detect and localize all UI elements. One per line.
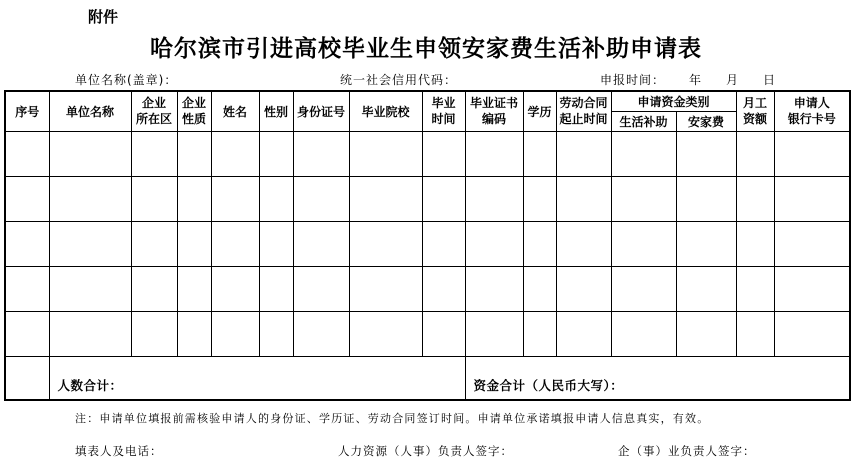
- empty-cell: [774, 266, 850, 311]
- empty-cell: [465, 131, 523, 176]
- empty-cell: [676, 176, 736, 221]
- report-time-group: [600, 71, 776, 88]
- col-header-bank-card: [774, 91, 850, 131]
- empty-cell: [556, 311, 611, 356]
- header-line: 毕业证书: [469, 96, 518, 111]
- empty-cell: [5, 356, 49, 400]
- empty-cell: [5, 311, 49, 356]
- empty-cell: [556, 266, 611, 311]
- empty-cell: [211, 266, 259, 311]
- col-header-unit-name: 单位名称: [49, 91, 131, 131]
- empty-cell: [349, 311, 422, 356]
- empty-cell: [774, 131, 850, 176]
- table-row: [5, 221, 850, 266]
- empty-cell: [611, 176, 676, 221]
- header-line: 性质: [181, 112, 206, 127]
- empty-cell: [211, 131, 259, 176]
- people-total-label: 人数合计：: [57, 378, 123, 393]
- empty-cell: [556, 221, 611, 266]
- empty-cell: [131, 131, 177, 176]
- col-header-cert-code: [465, 91, 523, 131]
- empty-cell: [422, 221, 465, 266]
- empty-cell: [259, 311, 293, 356]
- empty-cell: [736, 131, 774, 176]
- preparer-label: 填表人及电话：: [75, 444, 163, 458]
- header-line: 企业: [141, 96, 166, 111]
- page-title: 哈尔滨市引进高校毕业生申领安家费生活补助申请表: [150, 36, 702, 62]
- empty-cell: [349, 176, 422, 221]
- empty-cell: [774, 311, 850, 356]
- people-total-cell: [49, 356, 465, 400]
- col-header-living-subsidy: 生活补助: [611, 111, 676, 131]
- table-row: [5, 176, 850, 221]
- empty-cell: [293, 311, 349, 356]
- empty-cell: [676, 131, 736, 176]
- empty-cell: [523, 131, 556, 176]
- empty-cell: [774, 221, 850, 266]
- col-header-gender: 性别: [259, 91, 293, 131]
- header-line: 时间: [431, 112, 456, 127]
- empty-cell: [211, 221, 259, 266]
- col-header-fund-category: 申请资金类别: [611, 91, 736, 111]
- empty-cell: [676, 221, 736, 266]
- empty-cell: [349, 131, 422, 176]
- empty-cell: [177, 266, 211, 311]
- empty-cell: [177, 131, 211, 176]
- empty-cell: [774, 176, 850, 221]
- signature-line: [0, 443, 852, 459]
- table-row: [5, 266, 850, 311]
- empty-cell: [736, 176, 774, 221]
- hr-signature-label: 人力资源（人事）负责人签字：: [338, 444, 513, 458]
- col-header-index: 序号: [5, 91, 49, 131]
- empty-cell: [49, 176, 131, 221]
- empty-cell: [422, 311, 465, 356]
- empty-cell: [259, 131, 293, 176]
- col-header-district: [131, 91, 177, 131]
- year-label: 年: [689, 73, 703, 87]
- empty-cell: [49, 131, 131, 176]
- unit-name-label: 单位名称(盖章)：: [75, 73, 178, 87]
- application-table: [4, 90, 851, 401]
- header-line: 企业: [181, 96, 206, 111]
- empty-cell: [611, 221, 676, 266]
- col-header-name: 姓名: [211, 91, 259, 131]
- empty-cell: [293, 176, 349, 221]
- empty-cell: [349, 266, 422, 311]
- empty-cell: [177, 221, 211, 266]
- empty-cell: [556, 176, 611, 221]
- attachment-label: 附件: [88, 8, 119, 26]
- empty-cell: [131, 176, 177, 221]
- header-line: 编码: [481, 112, 506, 127]
- header-line: 起止时间: [559, 112, 608, 127]
- empty-cell: [49, 311, 131, 356]
- empty-cell: [611, 131, 676, 176]
- empty-cell: [736, 221, 774, 266]
- empty-cell: [49, 221, 131, 266]
- owner-signature-label: 企（事）业负责人签字：: [618, 444, 756, 458]
- empty-cell: [422, 131, 465, 176]
- empty-cell: [736, 266, 774, 311]
- fund-total-cell: [465, 356, 850, 400]
- empty-cell: [5, 221, 49, 266]
- month-label: 月: [726, 73, 740, 87]
- empty-cell: [293, 131, 349, 176]
- header-line: 资额: [743, 112, 768, 127]
- empty-cell: [465, 176, 523, 221]
- empty-cell: [131, 266, 177, 311]
- empty-cell: [465, 266, 523, 311]
- empty-cell: [676, 266, 736, 311]
- empty-cell: [465, 221, 523, 266]
- empty-cell: [523, 311, 556, 356]
- table-row: [5, 131, 850, 176]
- table-row: [5, 311, 850, 356]
- col-header-school: 毕业院校: [349, 91, 422, 131]
- empty-cell: [523, 221, 556, 266]
- summary-row: [5, 356, 850, 400]
- empty-cell: [259, 221, 293, 266]
- empty-cell: [422, 176, 465, 221]
- header-line: 所在区: [135, 112, 172, 127]
- empty-cell: [676, 311, 736, 356]
- empty-cell: [177, 311, 211, 356]
- fund-total-label: 资金合计（人民币大写）：: [473, 378, 624, 393]
- empty-cell: [523, 266, 556, 311]
- col-header-salary: [736, 91, 774, 131]
- credit-code-label: 统一社会信用代码：: [340, 73, 458, 87]
- header-line: 银行卡号: [787, 112, 836, 127]
- empty-cell: [422, 266, 465, 311]
- empty-cell: [5, 266, 49, 311]
- empty-cell: [349, 221, 422, 266]
- day-label: 日: [763, 73, 777, 87]
- header-line: 劳动合同: [559, 96, 608, 111]
- header-line: 月工: [743, 96, 768, 111]
- empty-cell: [293, 221, 349, 266]
- col-header-grad-time: [422, 91, 465, 131]
- col-header-contract: [556, 91, 611, 131]
- col-header-id-number: 身份证号: [293, 91, 349, 131]
- header-line: 毕业: [431, 96, 456, 111]
- header-line: 申请人: [793, 96, 830, 111]
- empty-cell: [259, 176, 293, 221]
- empty-cell: [293, 266, 349, 311]
- empty-cell: [49, 266, 131, 311]
- empty-cell: [736, 311, 774, 356]
- info-line: [0, 71, 852, 89]
- col-header-degree: 学历: [523, 91, 556, 131]
- note-text: 注：申请单位填报前需核验申请人的身份证、学历证、劳动合同签订时间。申请单位承诺填报申请人信息真实，有效。: [75, 412, 710, 425]
- empty-cell: [211, 176, 259, 221]
- empty-cell: [211, 311, 259, 356]
- empty-cell: [5, 176, 49, 221]
- empty-cell: [611, 266, 676, 311]
- empty-cell: [131, 221, 177, 266]
- empty-cell: [611, 311, 676, 356]
- empty-cell: [259, 266, 293, 311]
- empty-cell: [523, 176, 556, 221]
- empty-cell: [131, 311, 177, 356]
- empty-cell: [177, 176, 211, 221]
- empty-cell: [5, 131, 49, 176]
- report-time-label: 申报时间：: [600, 73, 666, 87]
- col-header-enterprise-type: [177, 91, 211, 131]
- col-header-settling-fee: 安家费: [676, 111, 736, 131]
- empty-cell: [465, 311, 523, 356]
- empty-cell: [556, 131, 611, 176]
